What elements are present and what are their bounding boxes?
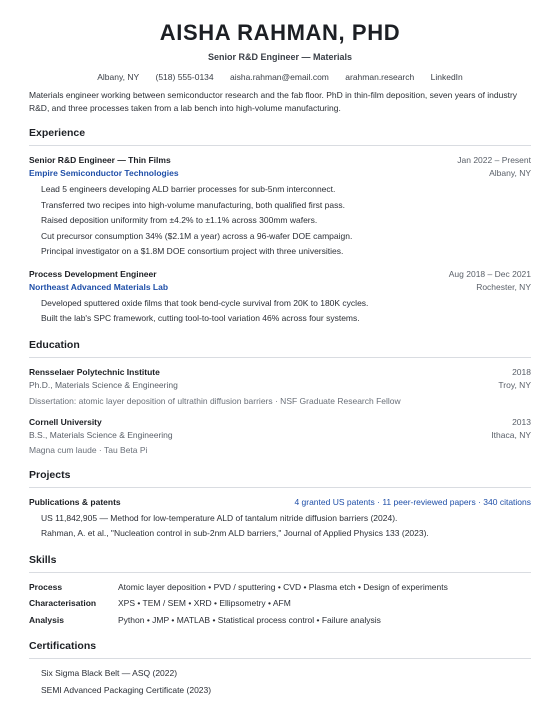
- education-location: Troy, NY: [498, 379, 531, 390]
- job-location: Rochester, NY: [476, 281, 531, 292]
- company-name: Northeast Advanced Materials Lab: [29, 281, 169, 292]
- experience-entry: [29, 268, 531, 327]
- candidate-name: AISHA RAHMAN, PHD: [159, 20, 401, 45]
- skill-row: [29, 595, 531, 612]
- skill-row: [29, 579, 531, 596]
- section-title-education: Education: [29, 339, 531, 358]
- project-items: [29, 511, 531, 542]
- project-item: US 11,842,905 — Method for low-temperature ALD of tantalum nitride diffusion barriers (2024).: [41, 512, 398, 523]
- section-title-certifications: Certifications: [29, 640, 531, 659]
- education-entry: [29, 416, 531, 457]
- skill-row: [29, 612, 531, 629]
- certification-item: Six Sigma Black Belt — ASQ (2022): [41, 668, 178, 678]
- summary-text: Materials engineer working between semiconductor research and the fab floor. PhD in thin-film deposition, seven years of industry R&D, and three processes taken from a lab bench into high-volume manufacturing.: [29, 90, 518, 113]
- skill-category: Analysis: [29, 614, 64, 625]
- education-location: Ithaca, NY: [491, 429, 531, 440]
- section-title-experience: Experience: [29, 127, 531, 146]
- company-name: Empire Semiconductor Technologies: [29, 168, 179, 178]
- education-note: Dissertation: atomic layer deposition of ultrathin diffusion barriers · NSF Graduate Research Fellow: [29, 395, 401, 406]
- bullet-item: Built the lab's SPC framework, cutting tool-to-tool variation 46% across four systems.: [41, 313, 360, 323]
- contact-location: Albany, NY: [97, 72, 140, 82]
- education-year: 2013: [512, 416, 531, 427]
- experience-entry: [29, 154, 531, 260]
- education-year: 2018: [512, 366, 531, 377]
- certifications-list: [29, 665, 531, 698]
- project-summary: 4 granted US patents · 11 peer-reviewed papers · 340 citations: [294, 496, 531, 507]
- candidate-role: Senior R&D Engineer — Materials: [207, 52, 353, 62]
- bullet-item: Developed sputtered oxide films that took bend-cycle survival from 20K to 180K cycles.: [41, 297, 369, 308]
- contact-website[interactable]: arahman.research: [345, 72, 415, 82]
- bullet-item: Principal investigator on a $1.8M DOE consortium project with three universities.: [41, 246, 344, 256]
- bullet-item: Cut precursor consumption 34% ($2.1M a year) across a 96-wafer DOE campaign.: [41, 230, 353, 241]
- job-dates: Jan 2022 – Present: [457, 155, 531, 165]
- section-title-skills: Skills: [29, 554, 531, 573]
- education-entry: [29, 366, 531, 408]
- degree: Ph.D., Materials Science & Engineering: [29, 379, 178, 390]
- skill-category: Characterisation: [29, 598, 97, 608]
- degree: B.S., Materials Science & Engineering: [29, 429, 173, 440]
- school-name: Rensselaer Polytechnic Institute: [29, 366, 160, 377]
- bullet-item: Raised deposition uniformity from ±4.2% to ±1.1% across 300mm wafers.: [41, 215, 318, 225]
- project-entry: [29, 496, 531, 542]
- job-title: Senior R&D Engineer — Thin Films: [29, 155, 171, 165]
- job-bullets: [29, 296, 531, 327]
- contact-linkedin[interactable]: LinkedIn: [430, 72, 463, 82]
- skill-category: Process: [29, 581, 63, 592]
- job-title: Process Development Engineer: [29, 268, 157, 279]
- skill-items: XPS • TEM / SEM • XRD • Ellipsometry • AFM: [118, 598, 291, 608]
- school-name: Cornell University: [29, 416, 102, 427]
- job-location: Albany, NY: [489, 168, 531, 178]
- project-item: Rahman, A. et al., "Nucleation control in sub-2nm ALD barriers," Journal of Applied Physics 133 (2023).: [41, 528, 429, 538]
- skills-list: [29, 579, 531, 629]
- contact-phone: (518) 555-0134: [155, 72, 214, 82]
- job-dates: Aug 2018 – Dec 2021: [448, 268, 531, 279]
- skill-items: Atomic layer deposition • PVD / sputtering • CVD • Plasma etch • Design of experiments: [118, 581, 448, 592]
- bullet-item: Transferred two recipes into high-volume manufacturing, both qualified first pass.: [41, 199, 345, 210]
- education-note: Magna cum laude · Tau Beta Pi: [29, 444, 148, 455]
- bullet-item: Lead 5 engineers developing ALD barrier processes for sub-5nm interconnect.: [41, 184, 336, 194]
- project-title: Publications & patents: [29, 496, 121, 507]
- certification-item: SEMI Advanced Packaging Certificate (2023): [41, 684, 212, 695]
- contact-email[interactable]: aisha.rahman@email.com: [230, 72, 329, 82]
- section-title-projects: Projects: [29, 469, 531, 488]
- contact-line: [29, 71, 531, 83]
- skill-items: Python • JMP • MATLAB • Statistical process control • Failure analysis: [118, 614, 381, 625]
- job-bullets: [29, 182, 531, 260]
